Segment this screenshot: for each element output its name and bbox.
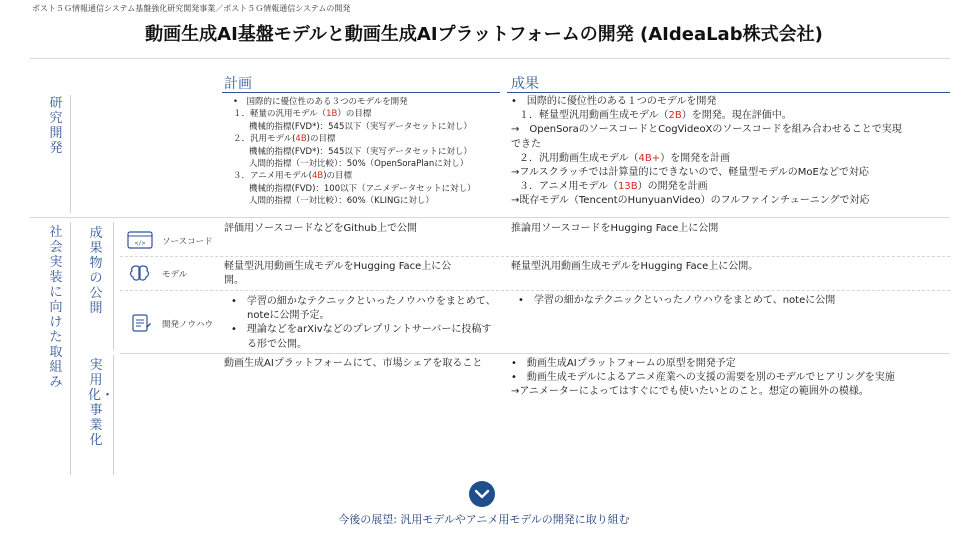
code-icon [127,231,153,249]
source-result: 推論用ソースコードをHugging Face上に公開 [511,223,719,234]
row-label-publication: 成果物の公開 [89,226,103,316]
source-divider [120,256,950,257]
column-header-plan: 計画 [224,76,252,92]
research-bottom-divider [30,217,950,218]
commercial-result [511,357,895,400]
plan-line: 機械的指標(FVD*)：545以下（実写データセットに対し） [249,121,472,132]
commercial-result-line: • 動画生成モデルによるアニメ産業への支援の需要を別のモデルでヒアリングを実施 [511,372,895,384]
sub-label-model: モデル [162,270,188,280]
row-label-commercial: 実用化・事業化 [88,358,115,448]
plan-line: １．軽量の汎用モデル（1B）の目標 [233,109,372,120]
brain-icon [128,263,154,281]
research-vline [70,95,71,213]
result-line: → OpenSoraのソースコードとCogVideoXのソースコードを組み合わせることで実現 [511,124,902,136]
commercial-plan: 動画生成AIプラットフォームにて、市場シェアを取ること [224,358,483,369]
social-vline [70,222,71,475]
chevron-down-icon [469,481,495,507]
knowhow-plan-line: noteに公開予定。 [247,310,330,322]
result-line: • 国際的に優位性のある１つのモデルを開発 [511,96,717,107]
future-outlook: 今後の展望: 汎用モデルやアニメ用モデルの開発に取り組む [338,513,630,526]
row-label-research: 研究開発 [49,96,63,156]
plan-line: • 国際的に優位性のある３つのモデルを開発 [233,97,408,107]
result-underline [507,92,950,93]
commercial-result-line: • 動画生成AIプラットフォームの原型を開発予定 [511,358,736,369]
model-divider [120,290,950,291]
row-label-social: 社会実装に向けた取組み [49,225,63,390]
page-title: 動画生成AI基盤モデルと動画生成AIプラットフォームの開発 (AIdeaLab株式会社) [145,24,823,45]
knowhow-plan-line: • 理論などをarXivなどのプレプリントサーバーに投稿す [231,324,492,336]
plan-line: 機械的指標(FVD)：100以下（アニメデータセットに対し） [249,183,476,194]
plan-line: ３．アニメ用モデル(4B)の目標 [233,171,353,182]
commercial-vline [113,355,114,475]
svg-text:</>: </> [134,240,146,247]
plan-line: ２．汎用モデル(4B)の目標 [233,134,336,145]
model-plan [224,260,451,288]
knowhow-plan [231,295,496,352]
knowhow-plan-line: • 学習の細かなテクニックといったノウハウをまとめて、 [231,296,496,307]
plan-line: 機械的指標(FVD*)：545以下（実写データセットに対し） [249,146,472,157]
sub-label-source: ソースコード [162,237,213,247]
knowhow-plan-line: る形で公開。 [247,338,307,350]
research-result [511,95,902,209]
research-plan [231,96,476,208]
plan-line: 人間的指標（一対比較）：60%（KLINGに対し） [249,196,434,207]
model-plan-line: 開。 [224,275,244,287]
result-line: ２．汎用動画生成モデル（4B+）を開発を計画 [519,152,731,164]
result-line: →既存モデル（TencentのHunyuanVideo）のフルファインチューニングで対応 [511,195,870,207]
model-result: 軽量型汎用動画生成モデルをHugging Face上に公開。 [511,261,759,272]
sub-label-knowhow: 開発ノウハウ [162,320,214,330]
plan-line: 人間的指標（一対比較）：50%（OpenSoraPlanに対し） [249,159,469,170]
header-caption: ポスト５Ｇ情報通信システム基盤強化研究開発事業／ポスト５Ｇ情報通信システムの開発 [32,4,351,13]
top-divider [30,58,950,59]
column-header-result: 成果 [511,76,539,92]
source-plan: 評価用ソースコードなどをGithub上で公開 [224,223,417,234]
result-line: →フルスクラッチでは計算量的にできないので、軽量型モデルのMoEなどで対応 [511,167,869,179]
notebook-icon [130,313,156,331]
result-line: できた [511,138,541,150]
result-line: １．軽量型汎用動画生成モデル（2B）を開発。現在評価中。 [519,110,792,122]
commercial-result-line: →アニメーターによってはすぐにでも使いたいとのこと。想定の範囲外の模様。 [511,386,869,398]
knowhow-result: • 学習の細かなテクニックといったノウハウをまとめて、noteに公開 [518,295,836,306]
result-line: ３．アニメ用モデル（13B）の開発を計画 [519,181,708,193]
model-plan-line: 軽量型汎用動画生成モデルをHugging Face上に公 [224,261,452,272]
publication-vline [113,222,114,350]
publication-bottom-divider [120,353,950,354]
plan-underline [222,92,500,93]
